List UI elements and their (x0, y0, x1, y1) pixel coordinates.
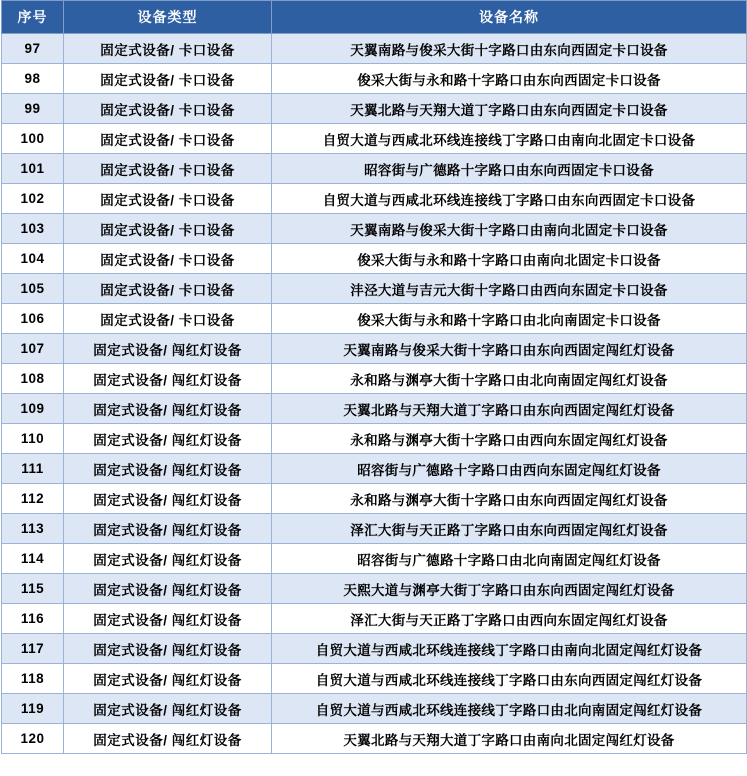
cell-index: 106 (2, 304, 64, 334)
table-row (2, 514, 747, 544)
cell-index: 97 (2, 34, 64, 64)
cell-device-name: 永和路与渊亭大街十字路口由东向西固定闯红灯设备 (272, 484, 747, 514)
cell-index: 120 (2, 724, 64, 754)
cell-device-type: 固定式设备/ 闯红灯设备 (64, 514, 272, 544)
cell-index: 117 (2, 634, 64, 664)
cell-device-name: 昭容街与广德路十字路口由北向南固定闯红灯设备 (272, 544, 747, 574)
cell-device-type: 固定式设备/ 闯红灯设备 (64, 364, 272, 394)
column-header-device-type: 设备类型 (64, 1, 272, 34)
cell-index: 99 (2, 94, 64, 124)
cell-device-type: 固定式设备/ 卡口设备 (64, 64, 272, 94)
cell-device-type: 固定式设备/ 闯红灯设备 (64, 454, 272, 484)
cell-index: 108 (2, 364, 64, 394)
cell-index: 113 (2, 514, 64, 544)
cell-index: 110 (2, 424, 64, 454)
cell-device-type: 固定式设备/ 闯红灯设备 (64, 634, 272, 664)
cell-index: 114 (2, 544, 64, 574)
table-row (2, 484, 747, 514)
cell-index: 116 (2, 604, 64, 634)
column-header-index: 序号 (2, 1, 64, 34)
cell-device-name: 俊采大街与永和路十字路口由东向西固定卡口设备 (272, 64, 747, 94)
cell-device-type: 固定式设备/ 卡口设备 (64, 94, 272, 124)
cell-index: 112 (2, 484, 64, 514)
cell-index: 109 (2, 394, 64, 424)
cell-device-name: 自贸大道与西咸北环线连接线丁字路口由东向西固定卡口设备 (272, 184, 747, 214)
cell-device-name: 俊采大街与永和路十字路口由北向南固定卡口设备 (272, 304, 747, 334)
cell-device-type: 固定式设备/ 闯红灯设备 (64, 694, 272, 724)
table-row (2, 664, 747, 694)
cell-index: 98 (2, 64, 64, 94)
cell-device-name: 泽汇大街与天正路丁字路口由东向西固定闯红灯设备 (272, 514, 747, 544)
cell-device-type: 固定式设备/ 卡口设备 (64, 304, 272, 334)
cell-device-type: 固定式设备/ 闯红灯设备 (64, 334, 272, 364)
table-header (2, 1, 747, 34)
table-row (2, 94, 747, 124)
table-header-row (2, 1, 747, 34)
table-row (2, 154, 747, 184)
cell-device-type: 固定式设备/ 闯红灯设备 (64, 604, 272, 634)
cell-index: 119 (2, 694, 64, 724)
cell-device-type: 固定式设备/ 闯红灯设备 (64, 394, 272, 424)
table-row (2, 574, 747, 604)
cell-index: 102 (2, 184, 64, 214)
cell-index: 101 (2, 154, 64, 184)
cell-device-type: 固定式设备/ 卡口设备 (64, 214, 272, 244)
table-body (2, 34, 747, 754)
cell-device-name: 昭容街与广德路十字路口由西向东固定闯红灯设备 (272, 454, 747, 484)
column-header-device-name: 设备名称 (272, 1, 747, 34)
table-row (2, 544, 747, 574)
table-row (2, 184, 747, 214)
cell-device-name: 永和路与渊亭大街十字路口由西向东固定闯红灯设备 (272, 424, 747, 454)
cell-device-type: 固定式设备/ 闯红灯设备 (64, 574, 272, 604)
cell-device-name: 自贸大道与西咸北环线连接线丁字路口由北向南固定闯红灯设备 (272, 694, 747, 724)
table-row (2, 424, 747, 454)
cell-device-name: 俊采大街与永和路十字路口由南向北固定卡口设备 (272, 244, 747, 274)
table-row (2, 454, 747, 484)
cell-device-name: 天熙大道与渊亭大街丁字路口由东向西固定闯红灯设备 (272, 574, 747, 604)
cell-device-type: 固定式设备/ 闯红灯设备 (64, 544, 272, 574)
table-row (2, 394, 747, 424)
cell-device-type: 固定式设备/ 闯红灯设备 (64, 484, 272, 514)
cell-device-type: 固定式设备/ 卡口设备 (64, 274, 272, 304)
table-row (2, 604, 747, 634)
table-row (2, 64, 747, 94)
cell-device-name: 天翼南路与俊采大街十字路口由东向西固定闯红灯设备 (272, 334, 747, 364)
table-row (2, 364, 747, 394)
table-row (2, 304, 747, 334)
cell-index: 104 (2, 244, 64, 274)
cell-device-name: 天翼北路与天翔大道丁字路口由南向北固定闯红灯设备 (272, 724, 747, 754)
table-row (2, 274, 747, 304)
cell-device-type: 固定式设备/ 闯红灯设备 (64, 664, 272, 694)
table-row (2, 634, 747, 664)
device-table (1, 0, 747, 754)
cell-device-name: 自贸大道与西咸北环线连接线丁字路口由东向西固定闯红灯设备 (272, 664, 747, 694)
table-row (2, 34, 747, 64)
cell-index: 107 (2, 334, 64, 364)
cell-device-type: 固定式设备/ 卡口设备 (64, 184, 272, 214)
table-row (2, 694, 747, 724)
cell-device-name: 自贸大道与西咸北环线连接线丁字路口由南向北固定卡口设备 (272, 124, 747, 154)
cell-device-type: 固定式设备/ 闯红灯设备 (64, 424, 272, 454)
cell-device-type: 固定式设备/ 卡口设备 (64, 124, 272, 154)
table-row (2, 124, 747, 154)
cell-index: 115 (2, 574, 64, 604)
cell-device-type: 固定式设备/ 卡口设备 (64, 34, 272, 64)
cell-device-name: 自贸大道与西咸北环线连接线丁字路口由南向北固定闯红灯设备 (272, 634, 747, 664)
cell-device-name: 泽汇大街与天正路丁字路口由西向东固定闯红灯设备 (272, 604, 747, 634)
cell-index: 105 (2, 274, 64, 304)
cell-device-name: 天翼南路与俊采大街十字路口由东向西固定卡口设备 (272, 34, 747, 64)
cell-device-name: 永和路与渊亭大街十字路口由北向南固定闯红灯设备 (272, 364, 747, 394)
cell-device-type: 固定式设备/ 卡口设备 (64, 154, 272, 184)
cell-device-type: 固定式设备/ 闯红灯设备 (64, 724, 272, 754)
table-row (2, 244, 747, 274)
cell-device-name: 天翼北路与天翔大道丁字路口由东向西固定卡口设备 (272, 94, 747, 124)
table-row (2, 214, 747, 244)
cell-index: 111 (2, 454, 64, 484)
cell-device-type: 固定式设备/ 卡口设备 (64, 244, 272, 274)
cell-device-name: 天翼北路与天翔大道丁字路口由东向西固定闯红灯设备 (272, 394, 747, 424)
table-row (2, 724, 747, 754)
cell-device-name: 沣泾大道与吉元大街十字路口由西向东固定卡口设备 (272, 274, 747, 304)
table-row (2, 334, 747, 364)
cell-index: 100 (2, 124, 64, 154)
cell-index: 118 (2, 664, 64, 694)
cell-index: 103 (2, 214, 64, 244)
cell-device-name: 昭容街与广德路十字路口由东向西固定卡口设备 (272, 154, 747, 184)
cell-device-name: 天翼南路与俊采大街十字路口由南向北固定卡口设备 (272, 214, 747, 244)
